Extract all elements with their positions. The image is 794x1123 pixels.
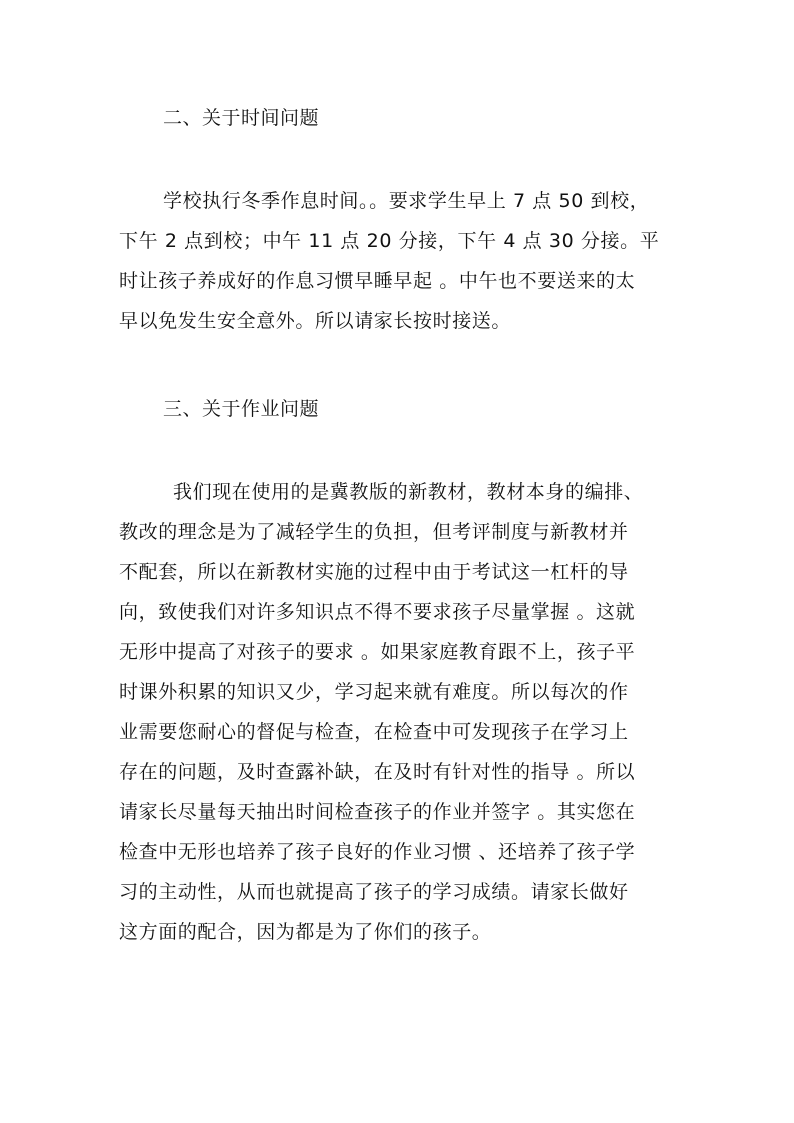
section-heading-time: 二、关于时间问题 xyxy=(163,107,320,129)
paragraph-line: 检查中无形也培养了孩子良好的作业习惯 、还培养了孩子学 xyxy=(119,841,636,863)
paragraph-line: 请家长尽量每天抽出时间检查孩子的作业并签字 。其实您在 xyxy=(119,801,636,823)
paragraph-line: 不配套，所以在新教材实施的过程中由于考试这一杠杆的导 xyxy=(119,561,629,583)
paragraph-line: 业需要您耐心的督促与检查，在检查中可发现孩子在学习上 xyxy=(119,721,629,743)
paragraph-line: 这方面的配合，因为都是为了你们的孩子。 xyxy=(119,921,492,943)
paragraph-line: 时让孩子养成好的作息习惯早睡早起 。中午也不要送来的太 xyxy=(119,270,636,292)
paragraph-line: 学校执行冬季作息时间。。要求学生早上 7 点 50 到校， xyxy=(163,190,650,212)
paragraph-line: 教改的理念是为了减轻学生的负担，但考评制度与新教材并 xyxy=(119,521,629,543)
paragraph-line: 向，致使我们对许多知识点不得不要求孩子尽量掌握 。这就 xyxy=(119,601,636,623)
paragraph-line: 早以免发生安全意外。所以请家长按时接送。 xyxy=(119,310,512,332)
paragraph-line: 下午 2 点到校；中午 11 点 20 分接，下午 4 点 30 分接。平 xyxy=(119,230,660,252)
paragraph-line: 存在的问题，及时查露补缺，在及时有针对性的指导 。所以 xyxy=(119,761,636,783)
paragraph-line: 我们现在使用的是冀教版的新教材，教材本身的编排、 xyxy=(173,481,644,503)
paragraph-line: 习的主动性，从而也就提高了孩子的学习成绩。请家长做好 xyxy=(119,881,629,903)
paragraph-line: 无形中提高了对孩子的要求 。如果家庭教育跟不上，孩子平 xyxy=(119,641,636,663)
section-heading-homework: 三、关于作业问题 xyxy=(163,398,320,420)
paragraph-line: 时课外积累的知识又少，学习起来就有难度。所以每次的作 xyxy=(119,681,629,703)
